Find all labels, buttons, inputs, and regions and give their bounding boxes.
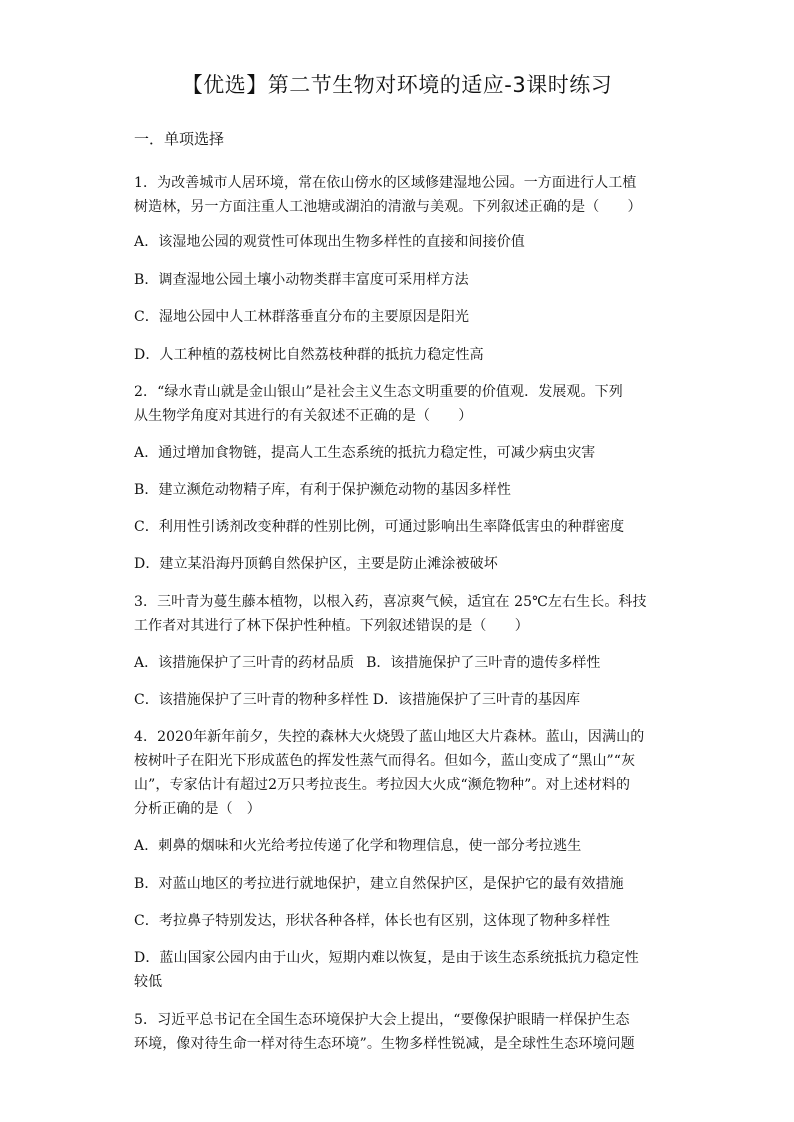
question-4-stem-line-1: 4．2020年新年前夕，失控的森林大火烧毁了蓝山地区大片森林。蓝山，因满山的 — [134, 729, 645, 745]
question-3-stem-line-2: 工作者对其进行了林下保护性种植。下列叙述错误的是（ ） — [134, 618, 529, 634]
question-2-option-b: B．建立濒危动物精子库，有利于保护濒危动物的基因多样性 — [134, 482, 511, 498]
question-3-option-row-2 — [134, 690, 580, 710]
question-1-option-c: C．湿地公园中人工林群落垂直分布的主要原因是阳光 — [134, 309, 470, 325]
question-4-stem-line-2: 桉树叶子在阳光下形成蓝色的挥发性蒸气而得名。但如今，蓝山变成了“黑山”“灰 — [134, 753, 636, 769]
question-2-option-d: D．建立某沿海丹顶鹤自然保护区，主要是防止滩涂被破坏 — [134, 556, 498, 572]
page-title: 【优选】第二节生物对环境的适应-3课时练习 — [181, 73, 613, 97]
question-1-option-a: A．该湿地公园的观赏性可体现出生物多样性的直接和间接价值 — [134, 234, 525, 250]
question-2-stem-line-1: 2．“绿水青山就是金山银山”是社会主义生态文明重要的价值观．发展观。下列 — [134, 384, 623, 400]
question-3-stem-line-1: 3．三叶青为蔓生藤本植物，以根入药，喜凉爽气候，适宜在 25℃左右生长。科技 — [134, 594, 647, 610]
question-2-option-c: C．利用性引诱剂改变种群的性别比例，可通过影响出生率降低害虫的种群密度 — [134, 519, 625, 535]
question-3-option-a: A．该措施保护了三叶青的药材品质 — [134, 655, 355, 671]
question-4-stem-line-3: 山”，专家估计有超过2万只考拉丧生。考拉因大火成“濒危物种”。对上述材料的 — [134, 777, 631, 793]
question-4-option-b: B．对蓝山地区的考拉进行就地保护，建立自然保护区，是保护它的最有效措施 — [134, 876, 624, 892]
question-3-option-row-1 — [134, 653, 600, 673]
question-2-stem-line-2: 从生物学角度对其进行的有关叙述不正确的是（ ） — [134, 408, 473, 424]
question-5-stem-line-1: 5．习近平总书记在全国生态环境保护大会上提出，“要像保护眼睛一样保护生态 — [134, 1012, 630, 1028]
question-1-stem-line-1: 1．为改善城市人居环境，常在依山傍水的区域修建湿地公园。一方面进行人工植 — [134, 175, 637, 191]
question-1-option-d: D．人工种植的荔枝树比自然荔枝种群的抵抗力稳定性高 — [134, 347, 484, 363]
question-4-option-d-line-2: 较低 — [134, 974, 163, 990]
question-4-option-d-line-1: D．蓝山国家公园内由于山火，短期内难以恢复，是由于该生态系统抵抗力稳定性 — [134, 950, 639, 966]
question-4-stem-line-4: 分析正确的是（ ） — [134, 801, 261, 817]
question-3-option-d: D．该措施保护了三叶青的基因库 — [372, 692, 580, 708]
question-3-option-c: C．该措施保护了三叶青的物种多样性 — [134, 692, 369, 708]
section-heading: 一．单项选择 — [134, 130, 225, 148]
question-5-stem-line-2: 环境，像对待生命一样对待生态环境”。生物多样性锐减，是全球性生态环境问题 — [134, 1036, 635, 1052]
question-2-option-a: A．通过增加食物链，提高人工生态系统的抵抗力稳定性，可减少病虫灾害 — [134, 445, 596, 461]
question-1-stem-line-2: 树造林，另一方面注重人工池塘或湖泊的清澈与美观。下列叙述正确的是（ ） — [134, 199, 642, 215]
question-4-option-c: C．考拉鼻子特别发达，形状各种各样，体长也有区别，这体现了物种多样性 — [134, 913, 611, 929]
question-3-option-b: B．该措施保护了三叶青的遗传多样性 — [366, 655, 601, 671]
question-4-option-a: A．刺鼻的烟味和火光给考拉传递了化学和物理信息，使一部分考拉逃生 — [134, 838, 582, 854]
question-1-option-b: B．调查湿地公园土壤小动物类群丰富度可采用样方法 — [134, 272, 469, 288]
